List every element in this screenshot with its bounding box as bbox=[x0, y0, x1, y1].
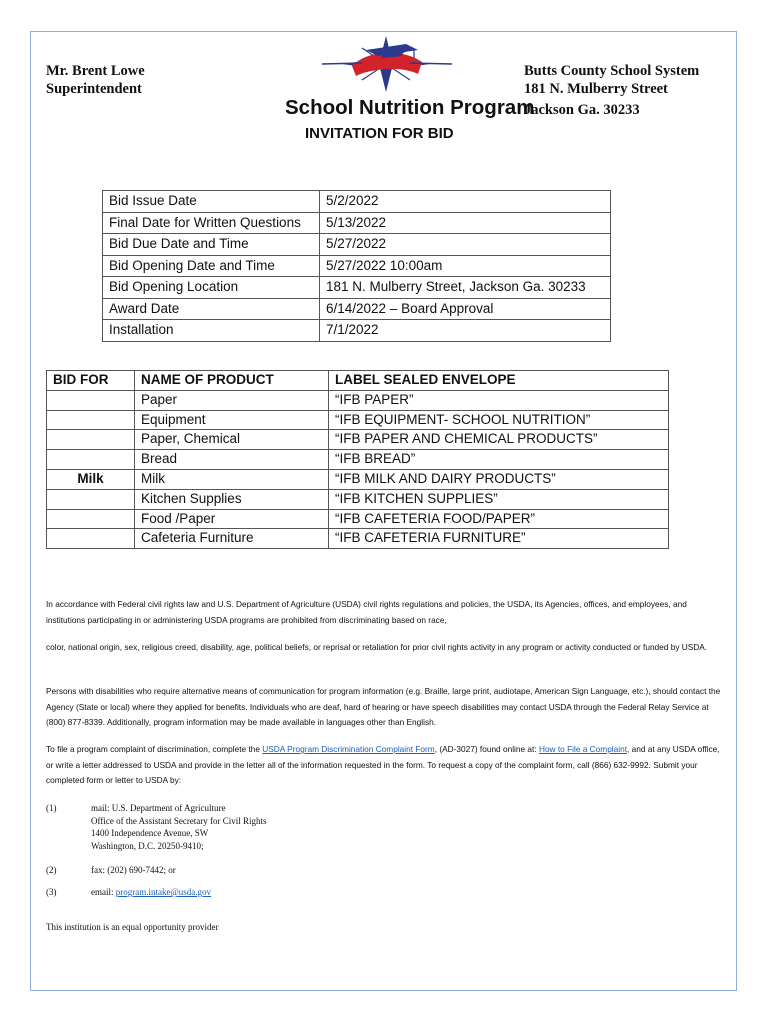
disabilities-paragraph: Persons with disabilities who require alternative means of communication for program information (e.g. Braille, large print, audiotape, American Sign Language, etc.), should contact the Agency (State or local) where they applied for benefits. Individuals who are deaf, hard of hearing or have speech disabilities may contact USDA through the Federal Relay Service at (800) 877-8339. Additionally, program information may be made available in languages other than English. bbox=[46, 686, 721, 727]
schedule-row bbox=[103, 191, 611, 213]
product-name: Cafeteria Furniture bbox=[135, 529, 329, 549]
product-bid-for bbox=[47, 410, 135, 430]
superintendent-block bbox=[46, 62, 145, 98]
schedule-value: 7/1/2022 bbox=[320, 320, 611, 342]
product-row bbox=[47, 430, 669, 450]
header-envelope-label: LABEL SEALED ENVELOPE bbox=[329, 371, 669, 391]
schedule-label: Award Date bbox=[103, 298, 320, 320]
schedule-value: 181 N. Mulberry Street, Jackson Ga. 30233 bbox=[320, 277, 611, 299]
complaint-form-link[interactable]: USDA Program Discrimination Complaint Form bbox=[262, 744, 435, 754]
email-link[interactable]: program.intake@usda.gov bbox=[115, 887, 212, 897]
product-row bbox=[47, 529, 669, 549]
mail-line-3: 1400 Independence Avenue, SW bbox=[91, 828, 209, 838]
product-name: Equipment bbox=[135, 410, 329, 430]
product-bid-for bbox=[47, 430, 135, 450]
schedule-row bbox=[103, 255, 611, 277]
product-bid-for: Milk bbox=[47, 469, 135, 489]
product-bid-for bbox=[47, 489, 135, 509]
schedule-label: Installation bbox=[103, 320, 320, 342]
schedule-label: Bid Opening Location bbox=[103, 277, 320, 299]
schedule-value: 5/13/2022 bbox=[320, 212, 611, 234]
product-row bbox=[47, 450, 669, 470]
how-to-file-link[interactable]: How to File a Complaint bbox=[538, 744, 628, 754]
complaint-text-b: , (AD-3027) found online at: bbox=[434, 744, 539, 754]
product-name: Milk bbox=[135, 469, 329, 489]
item-3-number: (3) bbox=[46, 887, 57, 897]
complaint-text-a: To file a program complaint of discrimination, complete the bbox=[46, 744, 263, 754]
complaint-text-c: , and at any USDA office, or write a letter addressed to USDA and provide in the letter all of the information requested in the form. To request a copy of the complaint form, call (866) 632-9992. Submit your completed form or letter to USDA by: bbox=[46, 744, 720, 785]
product-envelope-label: “IFB BREAD” bbox=[329, 450, 669, 470]
item-1-number: (1) bbox=[46, 803, 57, 813]
email-line bbox=[91, 886, 211, 899]
complaint-paragraph bbox=[46, 742, 726, 789]
schedule-label: Bid Opening Date and Time bbox=[103, 255, 320, 277]
page-title: School Nutrition Program bbox=[285, 96, 535, 119]
product-name: Paper, Chemical bbox=[135, 430, 329, 450]
product-envelope-label: “IFB PAPER” bbox=[329, 390, 669, 410]
product-name: Kitchen Supplies bbox=[135, 489, 329, 509]
product-bid-for bbox=[47, 509, 135, 529]
products-table bbox=[46, 370, 669, 549]
school-address-block bbox=[524, 62, 699, 98]
schedule-row bbox=[103, 320, 611, 342]
email-prefix: email: bbox=[91, 887, 116, 897]
schedule-label: Bid Due Date and Time bbox=[103, 234, 320, 256]
product-row bbox=[47, 489, 669, 509]
fax-number: fax: (202) 690-7442; or bbox=[91, 865, 176, 875]
school-city: Jackson Ga. 30233 bbox=[524, 102, 640, 118]
product-envelope-label: “IFB KITCHEN SUPPLIES” bbox=[329, 489, 669, 509]
schedule-label: Bid Issue Date bbox=[103, 191, 320, 213]
schedule-row bbox=[103, 234, 611, 256]
bid-schedule-table bbox=[102, 190, 611, 342]
schedule-value: 5/27/2022 10:00am bbox=[320, 255, 611, 277]
product-envelope-label: “IFB EQUIPMENT- SCHOOL NUTRITION” bbox=[329, 410, 669, 430]
mail-line-4: Washington, D.C. 20250-9410; bbox=[91, 840, 204, 851]
schedule-row bbox=[103, 277, 611, 299]
header-product-name: NAME OF PRODUCT bbox=[135, 371, 329, 391]
product-name: Bread bbox=[135, 450, 329, 470]
superintendent-name: Mr. Brent Lowe bbox=[46, 63, 145, 79]
product-bid-for bbox=[47, 450, 135, 470]
product-row bbox=[47, 390, 669, 410]
product-envelope-label: “IFB CAFETERIA FOOD/PAPER” bbox=[329, 509, 669, 529]
product-envelope-label: “IFB MILK AND DAIRY PRODUCTS” bbox=[329, 469, 669, 489]
header-bid-for: BID FOR bbox=[47, 371, 135, 391]
product-name: Food /Paper bbox=[135, 509, 329, 529]
product-row bbox=[47, 410, 669, 430]
item-2-number: (2) bbox=[46, 865, 57, 875]
product-bid-for bbox=[47, 390, 135, 410]
mail-line-1: mail: U.S. Department of Agriculture bbox=[91, 803, 226, 813]
nondiscrimination-paragraph-1: In accordance with Federal civil rights law and U.S. Department of Agriculture (USDA) civil rights regulations and policies, the USDA, its Agencies, offices, and employees, and institutions participating in or administering USDA programs are prohibited from discriminating based on race, bbox=[46, 599, 687, 625]
schedule-value: 5/2/2022 bbox=[320, 191, 611, 213]
schedule-row bbox=[103, 298, 611, 320]
schedule-label: Final Date for Written Questions bbox=[103, 212, 320, 234]
products-header-row bbox=[47, 371, 669, 391]
product-bid-for bbox=[47, 529, 135, 549]
schedule-row bbox=[103, 212, 611, 234]
product-envelope-label: “IFB CAFETERIA FURNITURE” bbox=[329, 529, 669, 549]
school-system-name: Butts County School System bbox=[524, 63, 700, 79]
schedule-value: 6/14/2022 – Board Approval bbox=[320, 298, 611, 320]
superintendent-title: Superintendent bbox=[46, 81, 142, 97]
nondiscrimination-paragraph-2: color, national origin, sex, religious creed, disability, age, political beliefs, or reprisal or retaliation for prior civil rights activity in any program or activity conducted or funded by USDA. bbox=[46, 642, 708, 652]
equal-opportunity-statement: This institution is an equal opportunity provider bbox=[46, 922, 219, 932]
product-name: Paper bbox=[135, 390, 329, 410]
mail-address bbox=[91, 802, 267, 852]
product-row bbox=[47, 509, 669, 529]
page-subtitle: INVITATION FOR BID bbox=[305, 125, 454, 142]
mail-line-2: Office of the Assistant Secretary for Civil Rights bbox=[91, 815, 267, 826]
product-envelope-label: “IFB PAPER AND CHEMICAL PRODUCTS” bbox=[329, 430, 669, 450]
schedule-value: 5/27/2022 bbox=[320, 234, 611, 256]
product-row bbox=[47, 469, 669, 489]
school-street: 181 N. Mulberry Street bbox=[524, 81, 668, 97]
